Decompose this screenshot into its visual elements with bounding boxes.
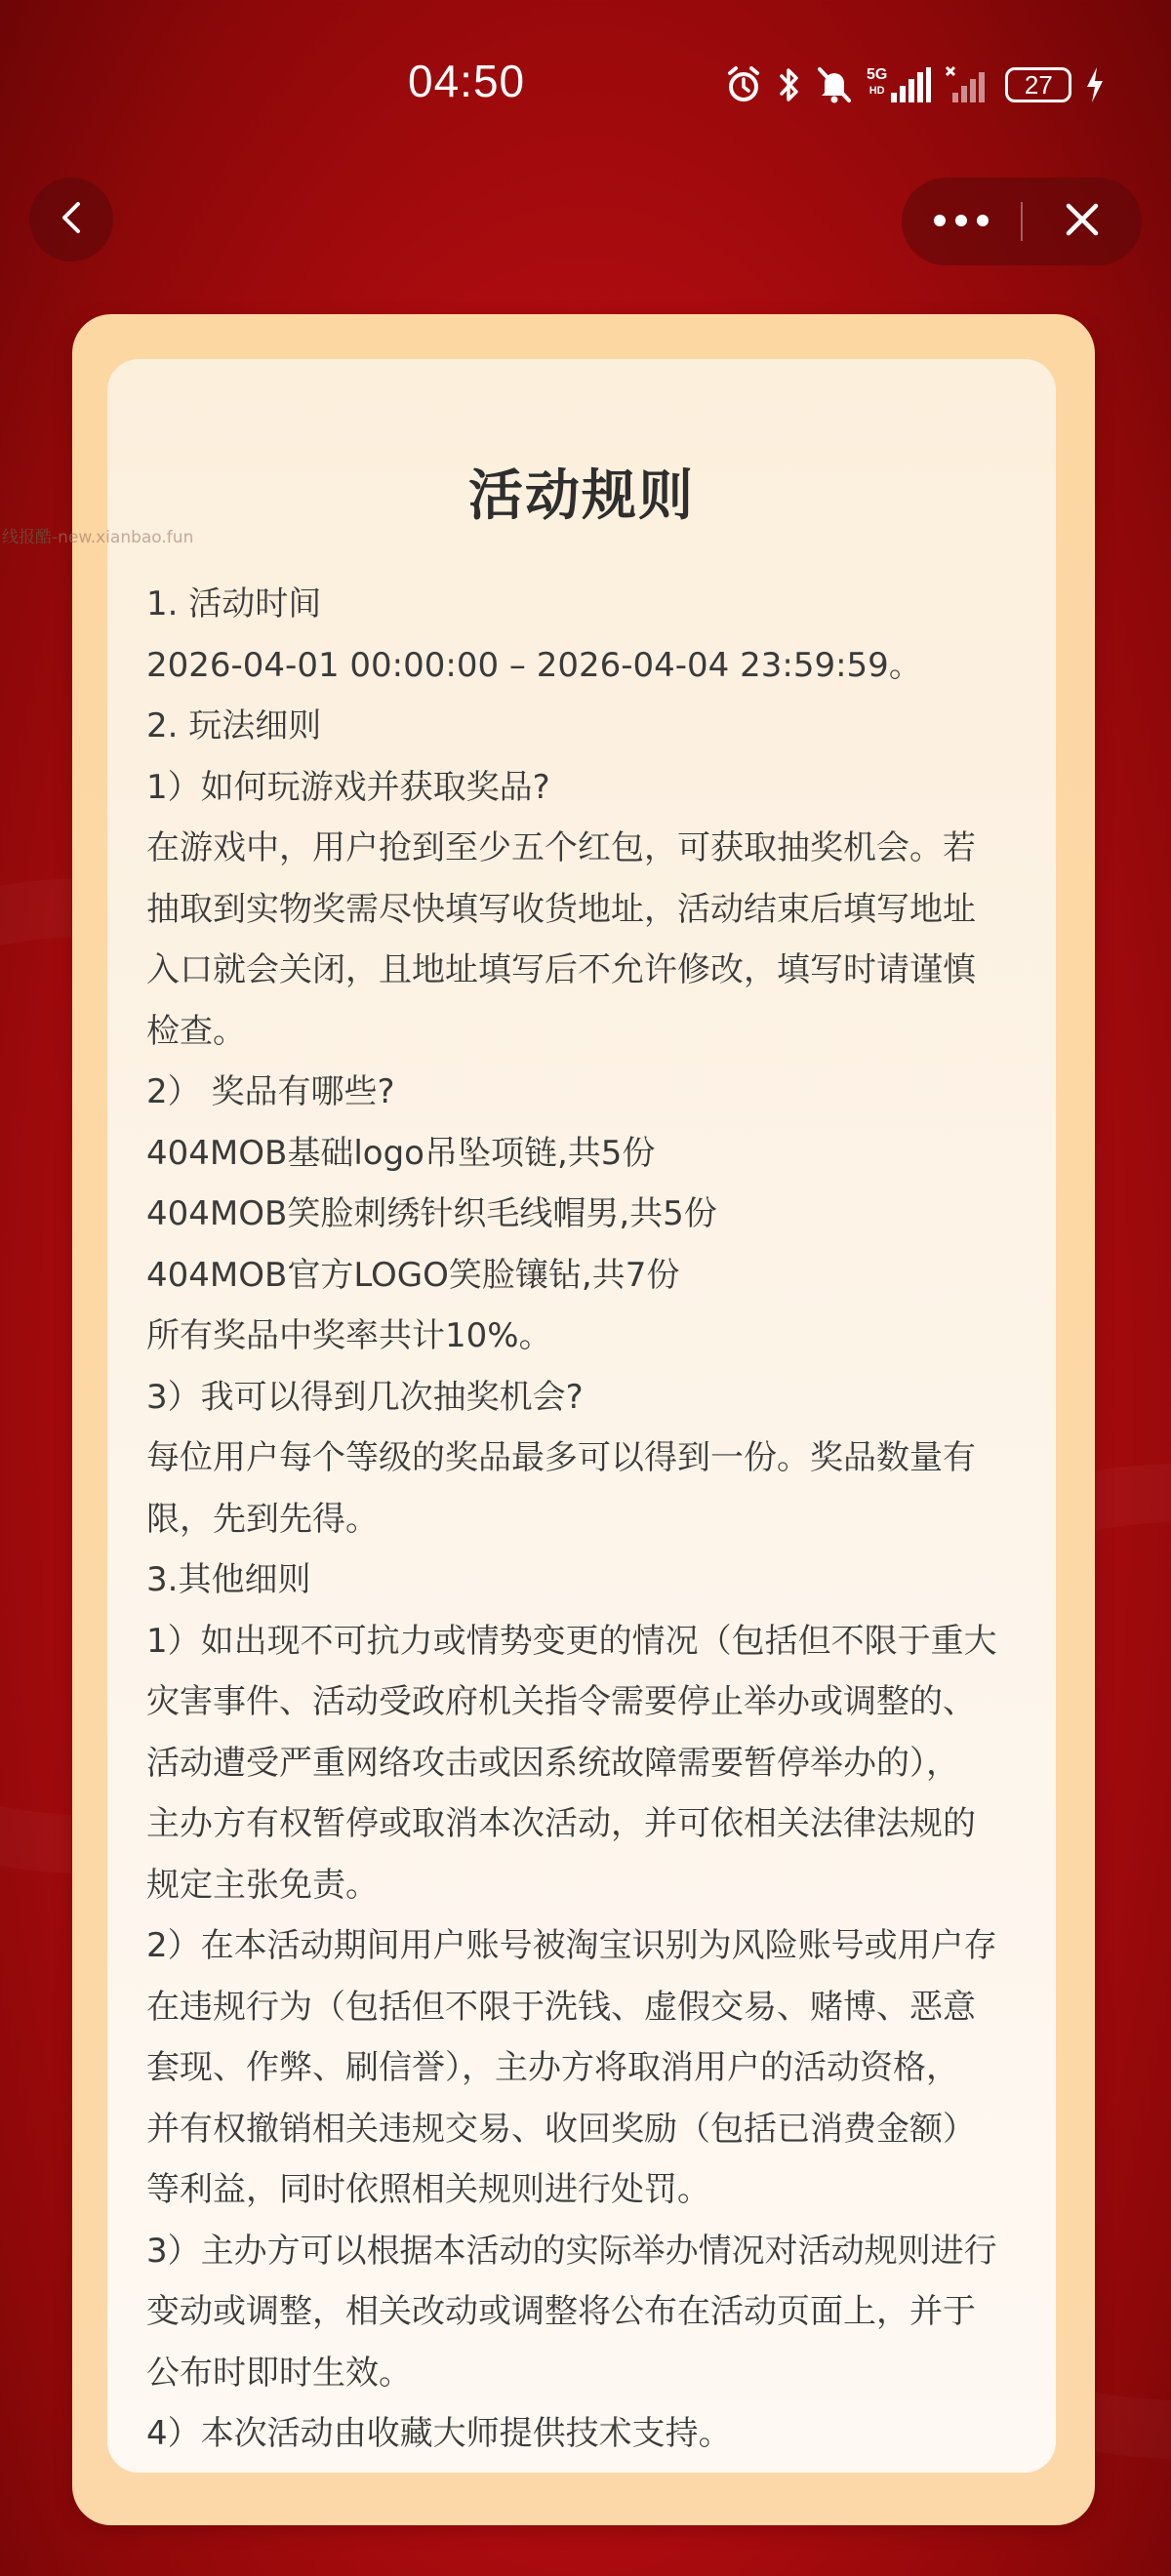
signal-icon [890,67,931,102]
rule-line: 2） 奖品有哪些? [146,1072,395,1111]
rule-line: 变动或调整，相关改动或调整将公布在活动页面上，并于 [146,2292,976,2331]
rule-line: 2. 玩法细则 [146,706,322,745]
status-time: 04:50 [408,56,526,106]
battery-icon [1005,67,1071,102]
rule-line: 3）我可以得到几次抽奖机会? [146,1377,584,1417]
rule-line: 规定主张免责。 [146,1865,379,1905]
mini-program-capsule [902,178,1142,265]
rule-line: 所有奖品中奖率共计10%。 [146,1316,552,1355]
close-button[interactable] [1023,178,1142,265]
rule-line: 并有权撤销相关违规交易、收回奖励（包括已消费金额） [146,2109,976,2149]
rules-card [72,314,1095,2525]
rule-line: 2）在本活动期间用户账号被淘宝识别为风险账号或用户存 [146,1926,997,1965]
rule-line: 4）本次活动由收藏大师提供技术支持。 [146,2414,732,2453]
rule-line: 3.其他细则 [146,1560,311,1599]
rules-list [146,574,1025,2465]
rule-line: 1）如出现不可抗力或情势变更的情况（包括但不限于重大 [146,1621,997,1661]
rule-line: 404MOB笑脸刺绣针织毛线帽男,共5份 [146,1194,717,1233]
rule-line: 在违规行为（包括但不限于洗钱、虚假交易、赌博、恶意 [146,1987,976,2027]
rule-line: 404MOB官方LOGO笑脸镶钻,共7份 [146,1255,680,1295]
mute-icon [816,65,853,104]
rule-line: 等利益，同时依照相关规则进行处罚。 [146,2170,710,2209]
back-button[interactable] [29,178,113,262]
charging-icon [1085,65,1105,104]
watermark: 线报酷-new.xianbao.fun [2,528,194,547]
rule-line: 抽取到实物奖需尽快填写收货地址，活动结束后填写地址 [146,889,976,929]
rule-line: 2026-04-01 00:00:00 – 2026-04-04 23:59:59。 [146,645,922,685]
signal-off-icon [945,65,991,104]
rule-line: 入口就会关闭，且地址填写后不允许修改，填写时请谨慎 [146,950,976,989]
rule-line: 在游戏中，用户抢到至少五个红包，可获取抽奖机会。若 [146,828,976,867]
rule-line: 套现、作弊、刷信誉），主办方将取消用户的活动资格， [146,2048,959,2087]
status-bar [0,0,1171,176]
more-button[interactable] [902,178,1021,265]
rule-line: 限，先到先得。 [146,1499,379,1539]
close-icon [1065,202,1100,241]
rule-line: 灾害事件、活动受政府机关指令需要停止举办或调整的、 [146,1682,976,1721]
rule-line: 404MOB基础logo吊坠项链,共5份 [146,1133,656,1173]
rules-card-body [107,359,1056,2473]
status-icons [724,62,1105,107]
more-dots-icon [932,213,990,231]
battery-level: 27 [1024,69,1053,100]
chevron-left-icon [57,198,86,241]
rule-line: 每位用户每个等级的奖品最多可以得到一份。奖品数量有 [146,1438,976,1477]
rule-line: 公布时即时生效。 [146,2353,412,2393]
alarm-icon [724,65,763,104]
rule-line: 1）如何玩游戏并获取奖品? [146,767,550,807]
rule-line: 3）主办方可以根据本活动的实际举办情况对活动规则进行 [146,2231,997,2271]
rule-line: 活动遭受严重网络攻击或因系统故障需要暂停举办的）， [146,1743,959,1783]
card-title: 活动规则 [468,464,695,528]
rule-line: 主办方有权暂停或取消本次活动，并可依相关法律法规的 [146,1804,976,1843]
rule-line: 1. 活动时间 [146,584,322,624]
bluetooth-icon [777,65,802,104]
rule-line: 检查。 [146,1011,246,1051]
network-type-label: 5G HD [867,67,931,102]
